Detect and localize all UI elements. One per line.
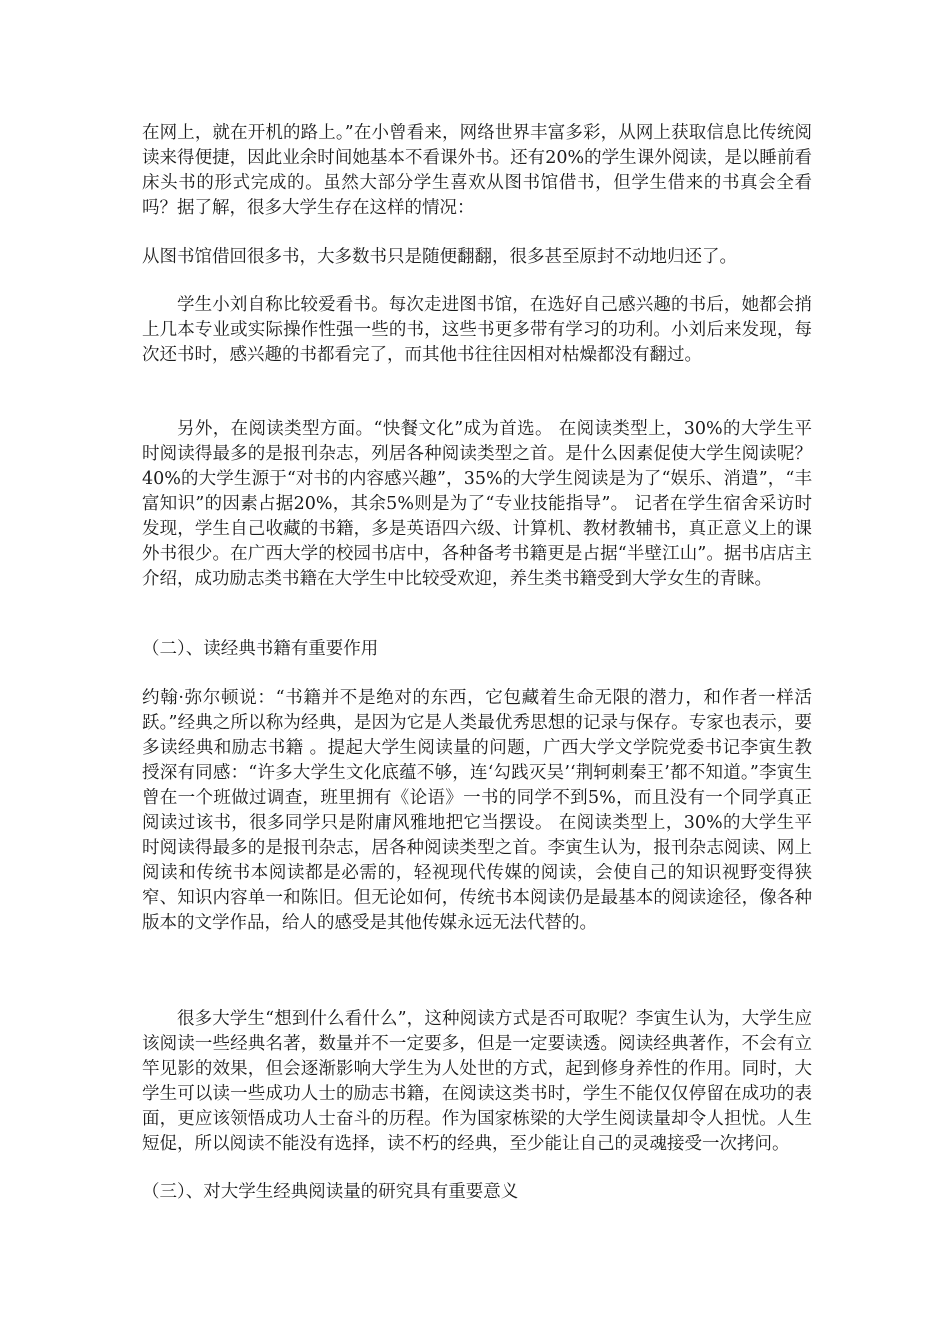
paragraph-library-borrowing: 从图书馆借回很多书，大多数书只是随便翻翻，很多甚至原封不动地归还了。 xyxy=(142,247,737,267)
section-heading-2: （二）、读经典书籍有重要作用 xyxy=(142,639,379,659)
paragraph-reading-method: 很多大学生“想到什么看什么”，这种阅读方式是否可取呢？李寅生认为，大学生应该阅读一些经典名著，数量并不一定要多，但是一定要读透。阅读经典著作，不会有立竿见影的效果，但会逐渐影响大学生为人处世的方式，起到修身养性的作用。同时，大学生可以读一些成功人士的励志书籍，在阅读这类书时，学生不能仅仅停留在成功的表面，更应该领悟成功人士奋斗的历程。作为国家栋梁的大学生阅读量却令人担忧。人生短促，所以阅读不能没有选择，读不朽的经典，至少能让自己的灵魂接受一次拷问。 xyxy=(142,1009,812,1154)
paragraph-online-reading: 在网上，就在开机的路上。”在小曾看来，网络世界丰富多彩，从网上获取信息比传统阅读来得便捷，因此业余时间她基本不看课外书。还有20%的学生课外阅读，是以睡前看床头书的形式完成的。虽然大部分学生喜欢从图书馆借书，但学生借来的书真会全看吗？据了解，很多大学生存在这样的情况： xyxy=(142,123,812,218)
paragraph-milton-quote: 约翰·弥尔顿说：“书籍并不是绝对的东西，它包藏着生命无限的潜力，和作者一样活跃。”经典之所以称为经典，是因为它是人类最优秀思想的记录与保存。专家也表示，要多读经典和励志书籍 。提起大学生阅读量的问题，广西大学文学院党委书记李寅生教授深有同感：“许多大学生文化底蕴不够，连‘勾践灭吴’‘荆轲刺秦王’都不知道。”李寅生曾在一个班做过调查，班里拥有《论语》一书的同学不到5%，而且没有一个同学真正阅读过该书，很多同学只是附庸风雅地把它当摆设。 在阅读类型上，30%的大学生平时阅读得最多的是报刊杂志，居各种阅读类型之首。李寅生认为，报刊杂志阅读、网上阅读和传统书本阅读都是必需的，轻视现代传媒的阅读，会使自己的知识视野变得狭窄、知识内容单一和陈旧。但无论如何，传统书本阅读仍是最基本的阅读途径，像各种版本的文学作品，给人的感受是其他传媒永远无法代替的。 xyxy=(142,688,812,933)
paragraph-student-xiaoliu: 学生小刘自称比较爱看书。每次走进图书馆，在选好自己感兴趣的书后，她都会捎上几本专业或实际操作性强一些的书，这些书更多带有学习的功利。小刘后来发现，每次还书时，感兴趣的书都看完了，而其他书往往因相对枯燥都没有翻过。 xyxy=(142,295,812,365)
paragraph-reading-types: 另外，在阅读类型方面。“快餐文化”成为首选。 在阅读类型上，30%的大学生平时阅读得最多的是报刊杂志，列居各种阅读类型之首。是什么因素促使大学生阅读呢？40%的大学生源于“对书的内容感兴趣”，35%的大学生阅读是为了“娱乐、消遣”，“丰富知识”的因素占据20%，其余5%则是为了“专业技能指导”。 记者在学生宿舍采访时发现，学生自己收藏的书籍，多是英语四六级、计算机、教材教辅书，真正意义上的课外书很少。在广西大学的校园书店中，各种备考书籍更是占据“半壁江山”。据书店店主介绍，成功励志类书籍在大学生中比较受欢迎，养生类书籍受到大学女生的青睐。 xyxy=(142,419,812,589)
section-heading-3: （三）、对大学生经典阅读量的研究具有重要意义 xyxy=(142,1182,519,1202)
